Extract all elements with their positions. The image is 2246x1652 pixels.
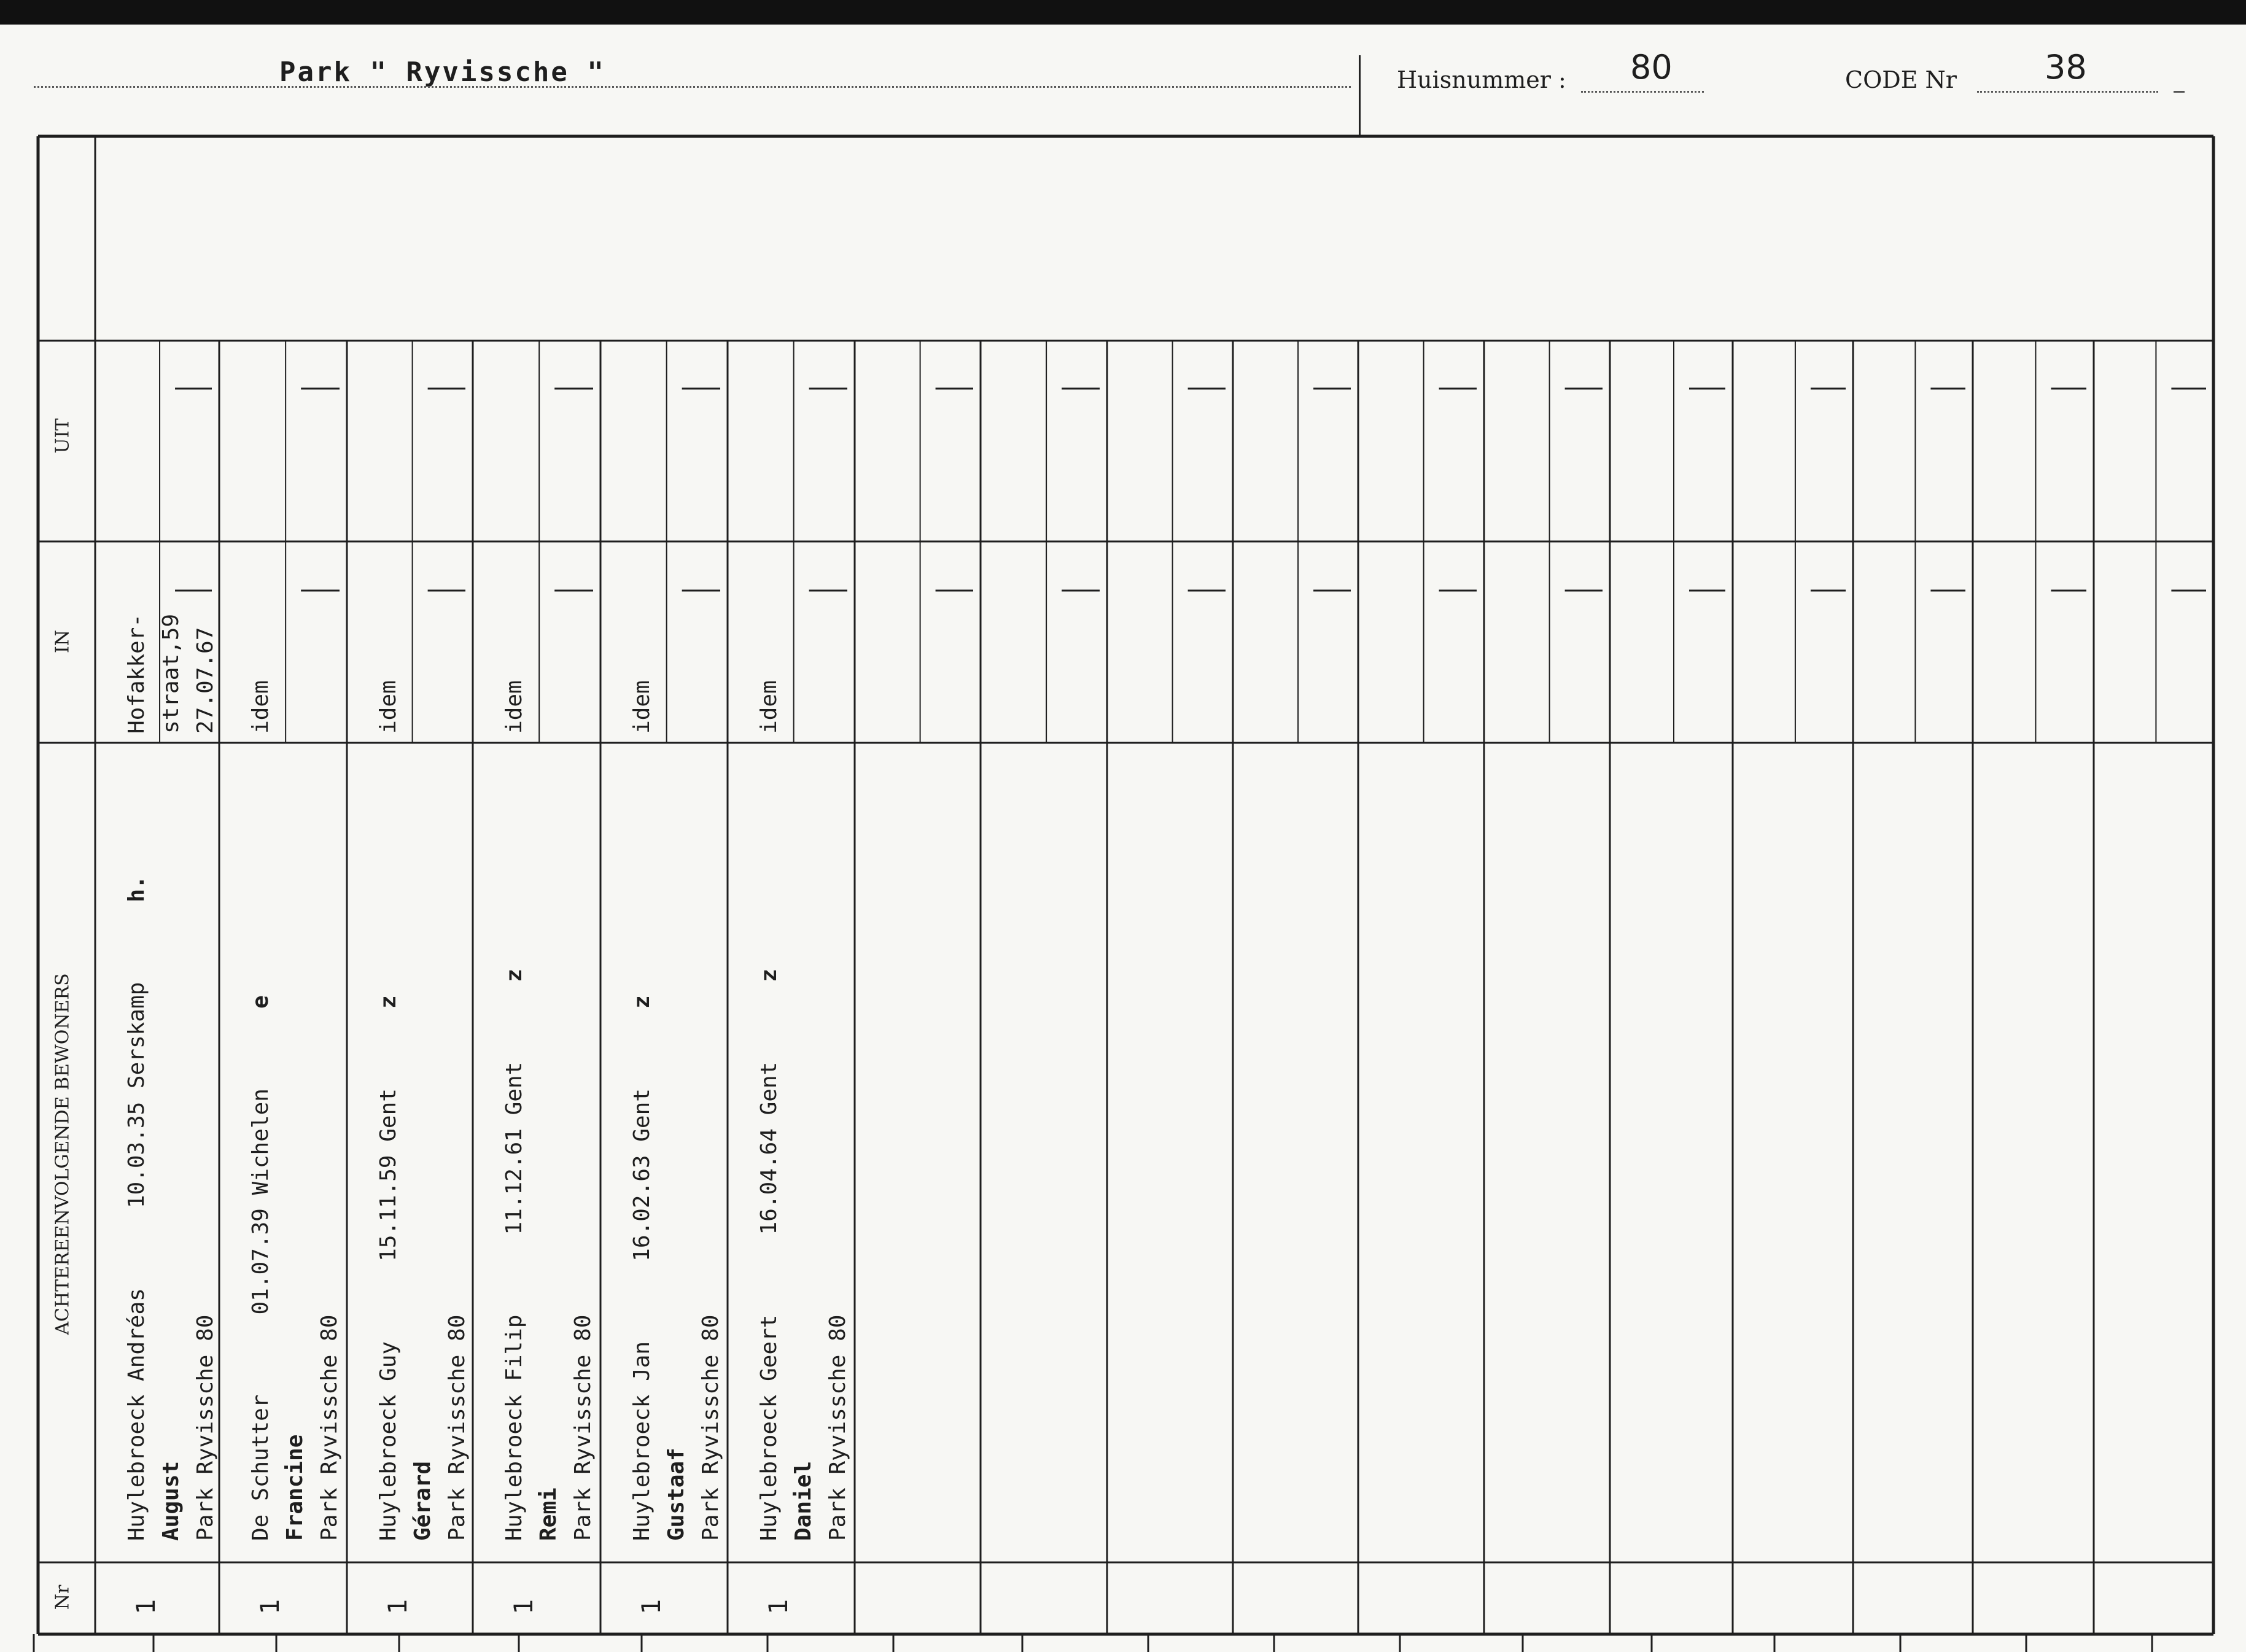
resident-given-name: Francine	[282, 1434, 308, 1541]
resident-surname: Huylebroeck Filip 11.12.61 Gent z	[502, 969, 527, 1541]
in-text	[752, 680, 787, 734]
resident-status: z	[502, 969, 527, 1062]
in-line: 27.07.67	[193, 627, 218, 734]
resident-birth: 11.12.61 Gent	[502, 1061, 527, 1315]
resident-status: h.	[124, 875, 149, 982]
in-text	[625, 680, 659, 734]
in-line: idem	[756, 680, 782, 734]
in-text	[371, 680, 406, 734]
resident-surname: Huylebroeck Andréas 10.03.35 Serskamp h.	[124, 875, 149, 1541]
resident-text	[244, 995, 347, 1541]
resident-address: Park Ryvissche 80	[825, 1314, 850, 1541]
resident-status: z	[756, 969, 782, 1062]
resident-birth: 16.02.63 Gent	[629, 1088, 655, 1341]
resident-text	[120, 875, 223, 1541]
resident-status: z	[376, 995, 401, 1089]
in-line: Hofakker-	[124, 613, 149, 734]
nr-text: 1	[636, 1599, 666, 1615]
resident-given-name: Gustaaf	[664, 1448, 689, 1541]
resident-text	[752, 969, 855, 1541]
resident-address: Park Ryvissche 80	[698, 1314, 723, 1541]
in-text	[244, 680, 278, 734]
nr-text: 1	[383, 1599, 413, 1615]
nr-text: 1	[131, 1599, 161, 1615]
resident-birth: 01.07.39 Wichelen	[248, 1088, 273, 1395]
house-number-value: 80	[1630, 48, 1673, 87]
resident-birth: 16.04.64 Gent	[756, 1061, 782, 1315]
in-line: idem	[629, 680, 655, 734]
in-text	[120, 614, 223, 734]
in-line: straat,59	[158, 613, 184, 734]
resident-birth: 15.11.59 Gent	[376, 1088, 401, 1341]
street-name: Park " Ryvissche "	[279, 56, 605, 88]
resident-text	[497, 969, 600, 1541]
code-number-label: CODE Nr	[1845, 66, 1957, 93]
in-line: idem	[502, 680, 527, 734]
in-line: idem	[376, 680, 401, 734]
resident-surname: De Schutter 01.07.39 Wichelen e	[248, 995, 273, 1541]
resident-surname: Huylebroeck Guy 15.11.59 Gent z	[376, 995, 401, 1541]
resident-status: e	[248, 995, 273, 1089]
resident-text	[625, 995, 728, 1541]
resident-given-name: Daniel	[791, 1460, 816, 1541]
nr-text: 1	[763, 1599, 793, 1615]
resident-text	[371, 995, 475, 1541]
resident-surname: Huylebroeck Geert 16.04.64 Gent z	[756, 969, 782, 1541]
nr-text: 1	[508, 1599, 538, 1615]
resident-address: Park Ryvissche 80	[445, 1314, 470, 1541]
resident-status: z	[629, 995, 655, 1089]
in-line: idem	[248, 680, 273, 734]
resident-address: Park Ryvissche 80	[193, 1314, 218, 1541]
in-text	[497, 680, 532, 734]
resident-surname: Huylebroeck Jan 16.02.63 Gent z	[629, 995, 655, 1541]
resident-birth: 10.03.35 Serskamp	[124, 982, 149, 1289]
resident-address: Park Ryvissche 80	[570, 1314, 596, 1541]
resident-given-name: Gérard	[410, 1460, 435, 1541]
resident-given-name: Remi	[536, 1487, 561, 1541]
resident-address: Park Ryvissche 80	[317, 1314, 342, 1541]
nr-text: 1	[255, 1599, 285, 1615]
code-number-value: 38	[2045, 48, 2087, 87]
house-number-label: Huisnummer :	[1397, 66, 1566, 93]
resident-given-name: August	[158, 1460, 184, 1541]
